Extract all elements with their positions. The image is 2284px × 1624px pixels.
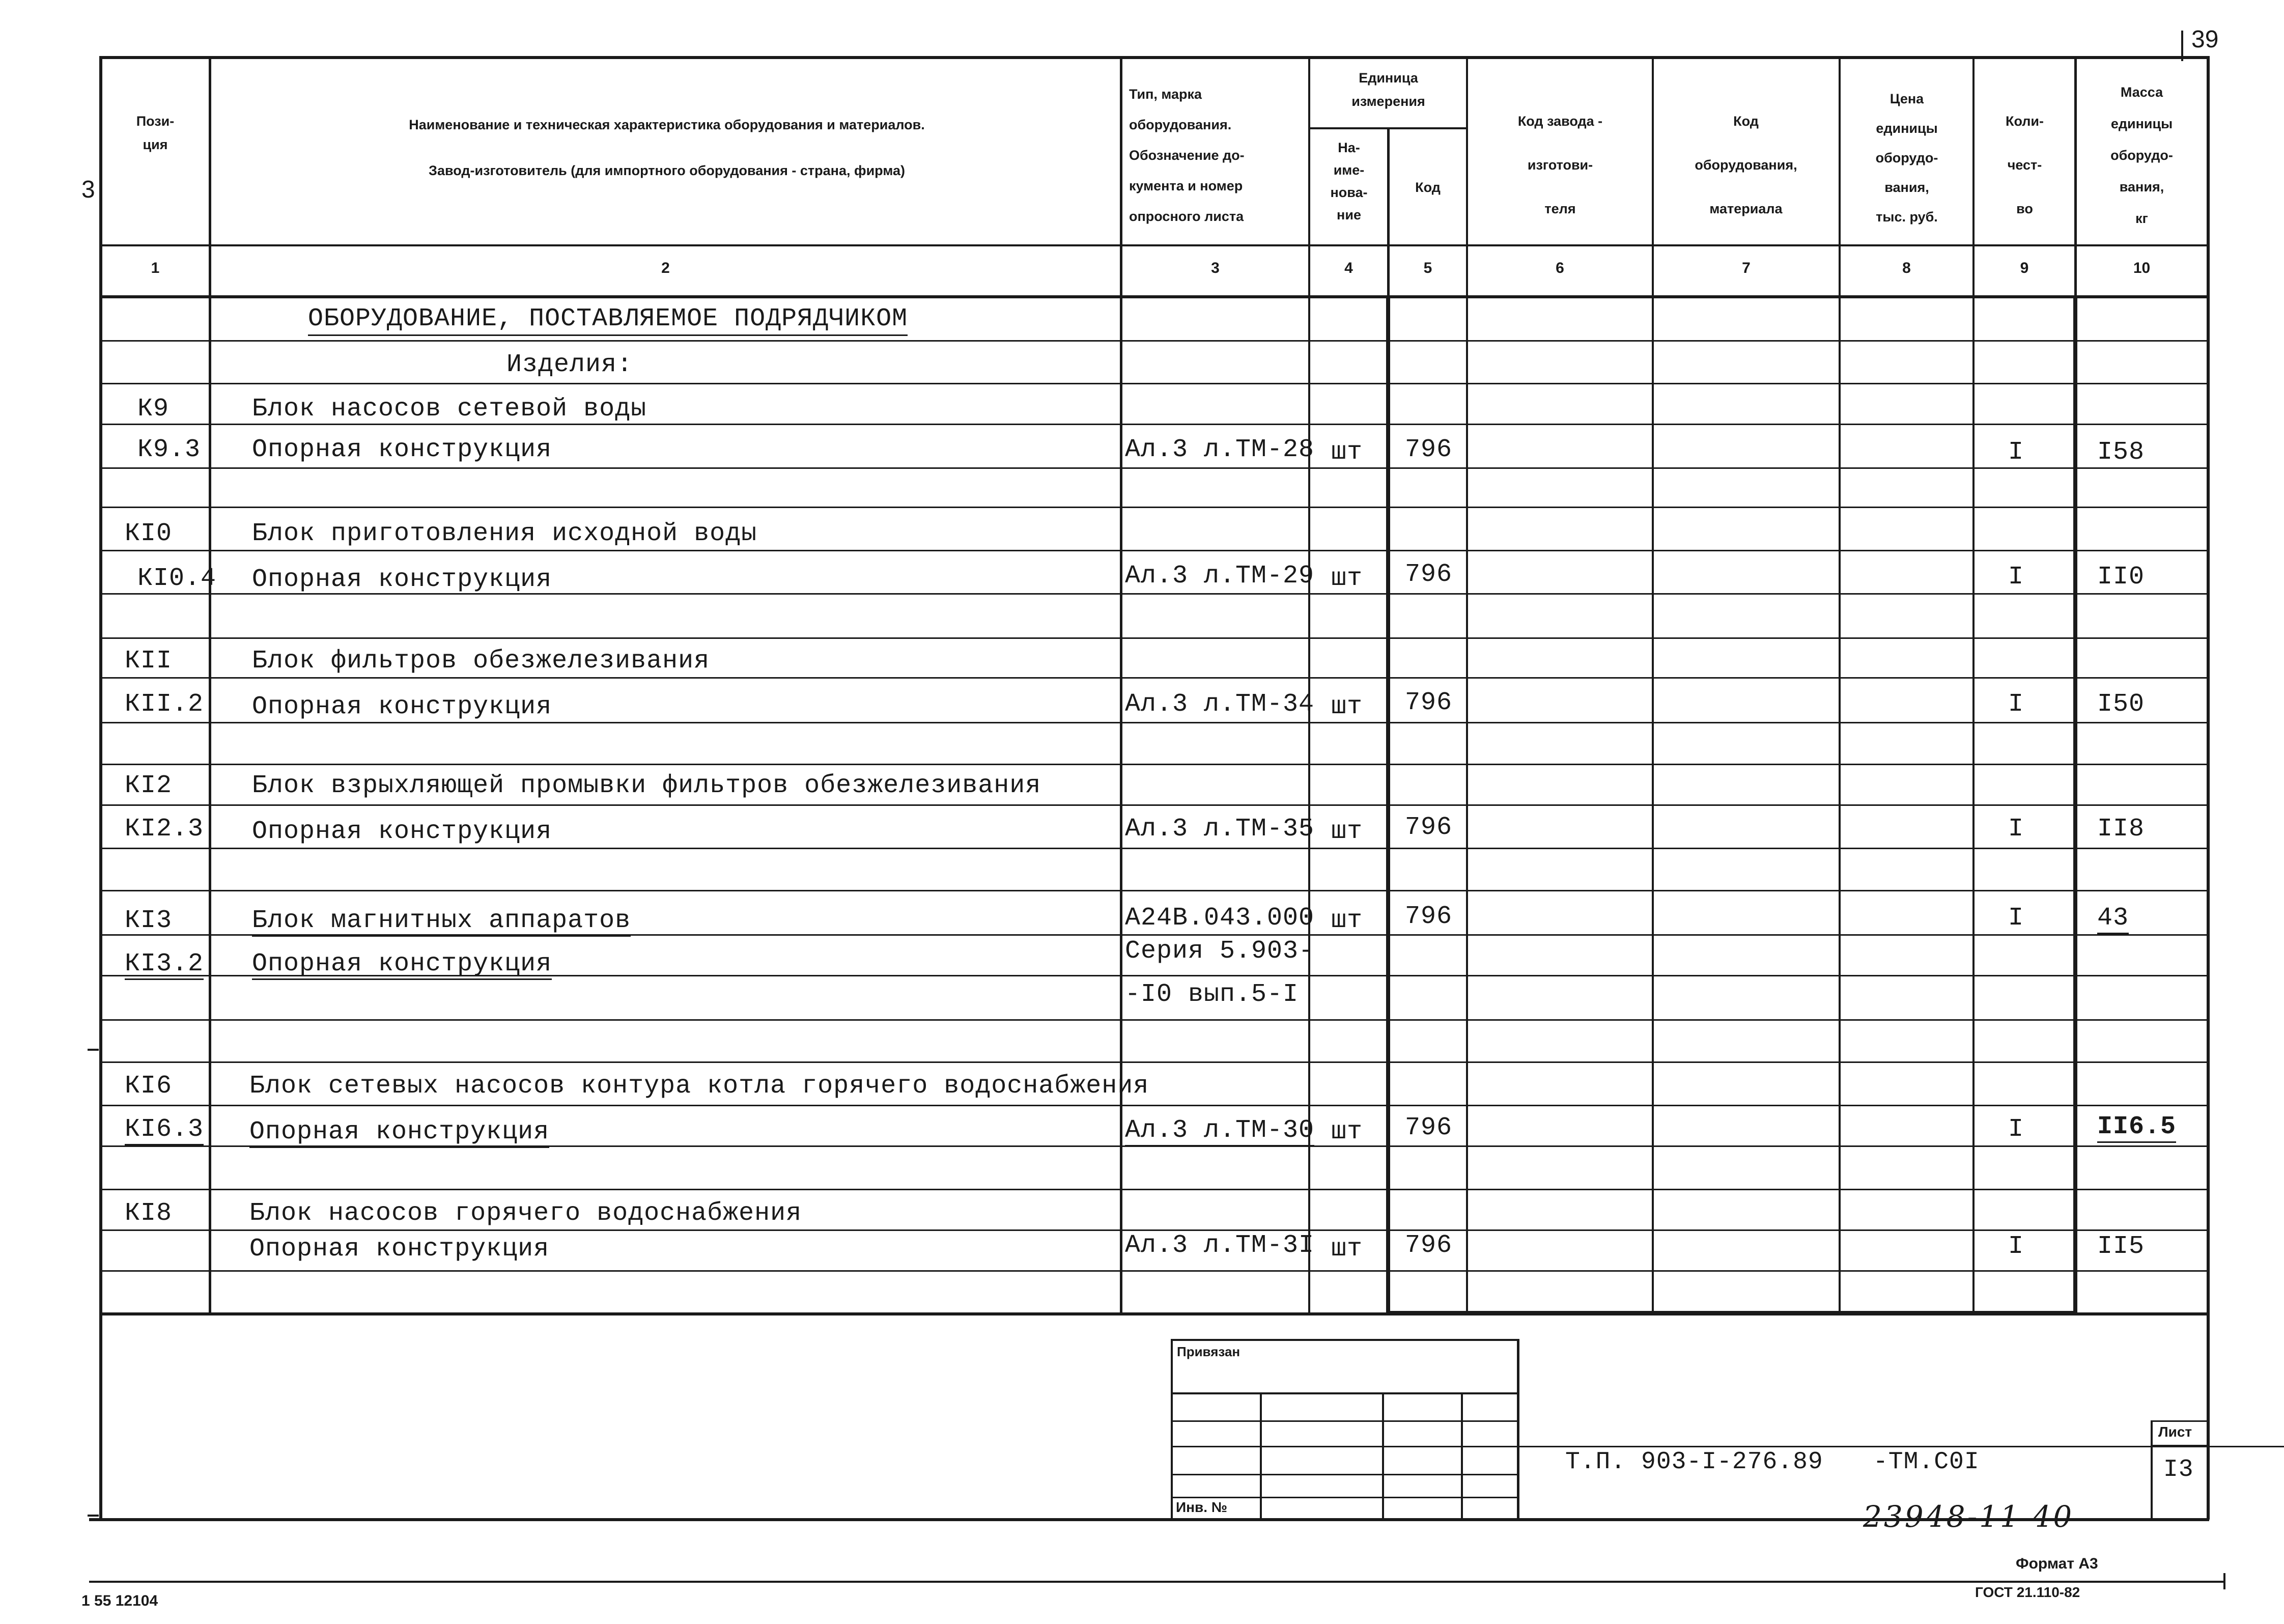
row-code: 796 <box>1405 1231 1453 1260</box>
row-code: 796 <box>1405 435 1453 464</box>
header-type: Тип, марка оборудования. Обозначение до- кумента и номер опросного листа <box>1129 87 1245 224</box>
row-quantity: I <box>2008 1232 2024 1261</box>
header-unit-name: На- име- нова- ние <box>1330 140 1368 222</box>
row-mass: 43 <box>2097 904 2129 934</box>
row-position: КI0.4 <box>137 564 217 593</box>
row-name: Опорная конструкция <box>252 565 552 594</box>
row-position: КI3 <box>125 906 173 935</box>
column-number: 4 <box>1344 260 1353 276</box>
column-number: 8 <box>1902 260 1911 276</box>
row-name: Опорная конструкция <box>252 692 552 721</box>
section-title: ОБОРУДОВАНИЕ, ПОСТАВЛЯЕМОЕ ПОДРЯДЧИКОМ <box>308 304 908 336</box>
stamp-inventory-label: Инв. № <box>1176 1499 1228 1515</box>
row-name: Блок насосов горячего водоснабжения <box>249 1199 802 1228</box>
row-position: КI6.3 <box>125 1115 204 1145</box>
row-position: КII <box>125 647 173 676</box>
row-code: 796 <box>1405 1113 1453 1142</box>
row-mass: II6.5 <box>2097 1112 2176 1143</box>
sheet-corner-number: 39 <box>2191 26 2219 53</box>
row-quantity: I <box>2008 690 2024 719</box>
subsection-title: Изделия: <box>506 350 633 379</box>
column-number: 3 <box>1211 260 1220 276</box>
column-number: 9 <box>2020 260 2029 276</box>
row-unit: шт <box>1331 1117 1363 1146</box>
handwritten-number: 23948-11 40 <box>1863 1499 2074 1534</box>
gost-label: ГОСТ 21.110-82 <box>1975 1584 2080 1600</box>
row-type: А24В.043.000 <box>1125 904 1315 933</box>
row-position: КI6 <box>125 1072 173 1101</box>
row-code: 796 <box>1405 560 1453 589</box>
row-type: Серия 5.903- <box>1125 937 1315 966</box>
row-type: Ал.3 л.ТМ-34 <box>1125 690 1315 719</box>
row-name: Блок насосов сетевой воды <box>252 395 647 424</box>
header-quantity: Коли- чест- во <box>2005 114 2044 216</box>
left-margin-mark: 3 <box>81 176 95 203</box>
sheet-number: I3 <box>2163 1456 2194 1483</box>
row-name: Опорная конструкция <box>252 817 552 846</box>
row-code: 796 <box>1405 813 1453 842</box>
row-type: Ал.3 л.ТМ-28 <box>1125 435 1315 464</box>
row-name: Блок приготовления исходной воды <box>252 519 757 548</box>
row-mass: II5 <box>2097 1232 2145 1261</box>
column-number: 6 <box>1556 260 1564 276</box>
row-name: Блок фильтров обезжелезивания <box>252 647 710 676</box>
row-unit: шт <box>1331 906 1363 935</box>
header-name: Наименование и техническая характеристика оборудования и материалов. Завод-изготовитель (для импортного оборудования - страна, фирма) <box>409 117 925 178</box>
row-unit: шт <box>1331 438 1363 467</box>
row-unit: шт <box>1331 692 1363 721</box>
column-number: 1 <box>151 260 160 276</box>
row-position: КI2.3 <box>125 815 204 844</box>
column-number: 2 <box>661 260 670 276</box>
row-type: Ал.3 л.ТМ-35 <box>1125 815 1315 844</box>
header-position: Пози- ция <box>136 114 175 152</box>
row-name: Блок сетевых насосов контура котла горячего водоснабжения <box>249 1072 1149 1101</box>
row-name: Опорная конструкция <box>249 1117 549 1148</box>
column-number: 10 <box>2133 260 2151 276</box>
header-unit-code: Код <box>1415 180 1441 195</box>
row-mass: II8 <box>2097 815 2145 844</box>
row-position: К9 <box>137 395 170 424</box>
row-code: 796 <box>1405 902 1453 931</box>
stamp-linked-label: Привязан <box>1177 1344 1240 1359</box>
row-unit: шт <box>1331 817 1363 846</box>
row-name: Опорная конструкция <box>252 435 552 464</box>
row-unit: шт <box>1331 1235 1363 1264</box>
row-position: КI8 <box>125 1199 173 1228</box>
row-type: Ал.3 л.ТМ-30 <box>1125 1116 1314 1146</box>
header-maker-code: Код завода - изготови- теля <box>1517 114 1603 216</box>
row-position: КI2 <box>125 771 173 800</box>
row-mass: I50 <box>2097 690 2145 719</box>
row-name: Блок магнитных аппаратов <box>252 906 631 937</box>
format-label: Формат А3 <box>2016 1555 2098 1572</box>
row-name: Блок взрыхляющей промывки фильтров обезжелезивания <box>252 771 1041 800</box>
row-code: 796 <box>1405 688 1453 717</box>
header-unit-group: Единица измерения <box>1351 70 1425 109</box>
column-number: 5 <box>1423 260 1432 276</box>
row-quantity: I <box>2008 563 2024 592</box>
row-unit: шт <box>1331 564 1363 593</box>
row-mass: I58 <box>2097 438 2145 467</box>
row-position: КI3.2 <box>125 949 204 980</box>
header-price: Цена единицы оборудо- вания, тыс. руб. <box>1875 91 1938 225</box>
row-name: Опорная конструкция <box>252 949 552 980</box>
document-number: Т.П. 903-I-276.89 <box>1565 1448 1823 1476</box>
header-equipment-code: Код оборудования, материала <box>1695 114 1797 216</box>
row-type-continued: -I0 вып.5-I <box>1125 980 1299 1009</box>
row-quantity: I <box>2008 815 2024 844</box>
row-name: Опорная конструкция <box>249 1235 550 1264</box>
row-position: КII.2 <box>125 690 204 719</box>
sheet-label: Лист <box>2158 1424 2192 1440</box>
row-position: К9.3 <box>137 435 201 464</box>
row-quantity: I <box>2008 438 2024 467</box>
column-number: 7 <box>1742 260 1751 276</box>
row-quantity: I <box>2008 904 2024 933</box>
bottom-left-code: 1 55 12104 <box>81 1592 158 1609</box>
document-code: -ТМ.С0I <box>1873 1448 1980 1476</box>
row-quantity: I <box>2008 1115 2024 1144</box>
row-mass: II0 <box>2097 563 2145 592</box>
row-position: КI0 <box>125 519 173 548</box>
row-type: Ал.3 л.ТМ-29 <box>1125 562 1315 591</box>
header-mass: Масса единицы оборудо- вания, кг <box>2110 85 2173 226</box>
row-type: Ал.3 л.ТМ-3I <box>1125 1231 1315 1260</box>
